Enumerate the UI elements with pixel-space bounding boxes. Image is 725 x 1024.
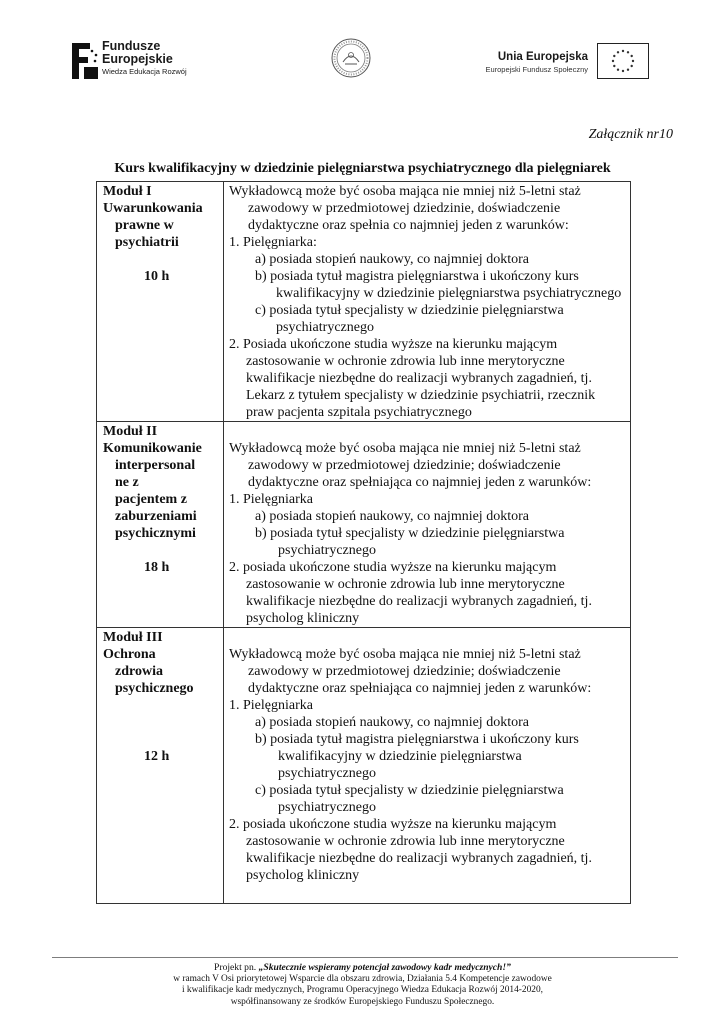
intro-line: dydaktyczne oraz spełnia co najmniej jeden z warunków: [248,218,569,233]
module-name-line: zdrowia [115,664,163,679]
requirement-heading: 1. Pielęgniarka [229,492,313,507]
requirement-heading: 1. Pielęgniarka [229,698,313,713]
requirement-item: c) posiada tytuł specjalisty w dziedzinie pielęgniarstwa [255,783,564,798]
requirement-item-cont: psychiatrycznego [278,800,376,815]
fe-logo-line3: Wiedza Edukacja Rozwój [102,67,187,76]
module-name-line: pacjentem z [115,492,187,507]
requirement-p2-line: kwalifikacje niezbędne do realizacji wybranych zagadnień, tj. [246,851,592,866]
module-name-line: Uwarunkowania [103,201,203,216]
requirement-item-cont: psychiatrycznego [278,543,376,558]
eu-text-block [466,50,588,75]
page-footer [0,962,725,1008]
requirement-item: c) posiada tytuł specjalisty w dziedzinie pielęgniarstwa [255,303,564,318]
eu-name: Unia Europejska [497,51,588,63]
requirement-item: b) posiada tytuł specjalisty w dziedzinie pielęgniarstwa [255,526,565,541]
intro-line: dydaktyczne oraz spełniająca co najmniej jeden z warunków: [248,681,592,696]
module-name-line: interpersonal [115,458,196,473]
module-name-line: Ochrona [103,647,156,662]
intro-line: zawodowy w przedmiotowej dziedzinie, doświadczenie [248,201,561,216]
institution-seal-icon [331,38,371,78]
eu-flag-icon [597,43,649,79]
eu-fund-name: Europejski Fundusz Społeczny [485,65,588,74]
requirement-item-cont: kwalifikacyjny w dziedzinie pielęgniarstwa psychiatrycznego [276,286,622,301]
requirement-item: a) posiada stopień naukowy, co najmniej doktora [255,509,529,524]
requirement-p2-line: psycholog kliniczny [246,611,360,626]
module-hours: 10 h [144,269,170,284]
requirement-item-cont: kwalifikacyjny w dziedzinie pielęgniarstwa [278,749,522,764]
lecturer-requirements-cell [224,182,631,422]
module-name-cell [97,628,224,904]
module-name-line: prawne w [115,218,174,233]
module-name-cell [97,182,224,422]
intro-line: Wykładowcą może być osoba mająca nie mniej niż 5-letni staż [229,184,581,199]
requirement-item: a) posiada stopień naukowy, co najmniej doktora [255,715,529,730]
requirement-p2-line: zastosowanie w ochronie zdrowia lub inne merytoryczne [246,577,565,592]
requirement-heading: 1. Pielęgniarka: [229,235,317,250]
module-name-line: Komunikowanie [103,441,202,456]
requirement-p2-line: kwalifikacje niezbędne do realizacji wybranych zagadnień, tj. [246,594,592,609]
footer-project-prefix: Projekt pn. [214,962,259,973]
footer-project-title: „Skutecznie wspieramy potencjał zawodowy kadr medycznych!” [258,962,511,973]
intro-line: Wykładowcą może być osoba mająca nie mniej niż 5-letni staż [229,647,581,662]
module-name-line: Moduł I [103,184,152,199]
module-name-line: Moduł III [103,630,163,645]
requirement-p2-line: 2. posiada ukończone studia wyższe na kierunku mającym [229,560,557,575]
module-name-line: ne z [115,475,139,490]
module-hours: 18 h [144,560,170,575]
requirement-p2-line: praw pacjenta szpitala psychiatrycznego [246,405,472,420]
lecturer-requirements-cell [224,422,631,628]
fe-logo-line1: Fundusze [102,39,161,53]
table-row [97,182,631,422]
annex-label: Załącznik nr10 [588,127,673,142]
page-header [0,0,725,100]
module-name-line: Moduł II [103,424,158,439]
table-row [97,628,631,904]
intro-line: zawodowy w przedmiotowej dziedzinie; doświadczenie [248,458,561,473]
requirement-p2-line: 2. Posiada ukończone studia wyższe na kierunku mającym [229,337,558,352]
requirement-p2-line: zastosowanie w ochronie zdrowia lub inne merytoryczne [246,354,565,369]
requirement-item-cont: psychiatrycznego [276,320,374,335]
intro-line: Wykładowcą może być osoba mająca nie mniej niż 5-letni staż [229,441,581,456]
requirement-p2-line: psycholog kliniczny [246,868,360,883]
requirement-p2-line: Lekarz z tytułem specjalisty w dziedzinie psychiatrii, rzecznik [246,388,596,403]
fe-flag-icon [70,41,100,81]
document-title: Kurs kwalifikacyjny w dziedzinie pielęgniarstwa psychiatrycznego dla pielęgniarek [114,161,611,176]
module-name-line: psychiatrii [115,235,179,250]
requirement-item: a) posiada stopień naukowy, co najmniej doktora [255,252,529,267]
footer-line: współfinansowany ze środków Europejskiego Funduszu Społecznego. [230,996,495,1007]
module-hours: 12 h [144,749,170,764]
modules-table [96,181,631,904]
requirement-item: b) posiada tytuł magistra pielęgniarstwa i ukończony kurs [255,269,579,284]
footer-line: w ramach V Osi priorytetowej Wsparcie dla obszaru zdrowia, Działania 5.4 Kompetencje zawodowe [173,973,552,984]
requirement-item: b) posiada tytuł magistra pielęgniarstwa i ukończony kurs [255,732,579,747]
module-name-cell [97,422,224,628]
module-name-line: psychicznymi [115,526,196,541]
intro-line: zawodowy w przedmiotowej dziedzinie; doświadczenie [248,664,561,679]
module-name-line: zaburzeniami [115,509,197,524]
footer-line: i kwalifikacje kadr medycznych, Programu Operacyjnego Wiedza Edukacja Rozwój 2014-2020, [181,985,544,995]
requirement-p2-line: kwalifikacje niezbędne do realizacji wybranych zagadnień, tj. [246,371,592,386]
footer-project-line [0,962,725,974]
fundusze-europejskie-logo [70,40,210,82]
requirement-item-cont: psychiatrycznego [278,766,376,781]
module-name-line: psychicznego [115,681,194,696]
fe-logo-line2: Europejskie [102,52,173,66]
lecturer-requirements-cell [224,628,631,904]
requirement-p2-line: zastosowanie w ochronie zdrowia lub inne merytoryczne [246,834,565,849]
footer-divider [52,957,678,958]
intro-line: dydaktyczne oraz spełniająca co najmniej jeden z warunków: [248,475,592,490]
requirement-p2-line: 2. posiada ukończone studia wyższe na kierunku mającym [229,817,557,832]
table-row [97,422,631,628]
